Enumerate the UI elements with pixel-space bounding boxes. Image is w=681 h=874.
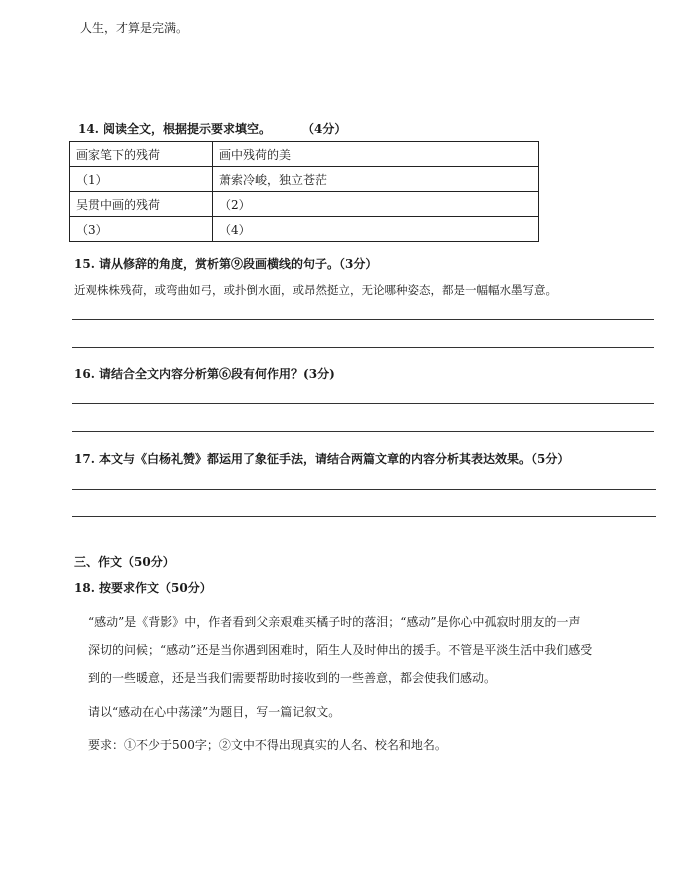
table-cell: （1）	[70, 167, 213, 192]
table-cell: 画家笔下的残荷	[70, 142, 213, 167]
q18-title: 18. 按要求作文（50分）	[74, 581, 212, 595]
answer-line	[72, 431, 654, 432]
table-cell: （2）	[213, 192, 539, 217]
intro-tail-text: 人生，才算是完满。	[80, 21, 189, 35]
table-cell: 萧索冷峻，独立苍茫	[213, 167, 539, 192]
table-row	[70, 142, 539, 167]
q18-prompt-line: 到的一些暖意，还是当我们需要帮助时接收到的一些善意，都会使我们感动。	[88, 671, 497, 685]
section3-title: 三、作文（50分）	[74, 555, 175, 569]
q18-topic: 请以“感动在心中荡漾”为题目，写一篇记叙文。	[88, 705, 341, 719]
q15-sentence: 近观株株残荷，或弯曲如弓，或扑倒水面，或昂然挺立，无论哪种姿态，都是一幅幅水墨写意。	[74, 283, 557, 297]
q18-prompt-line: 深切的问候；“感动”还是当你遇到困难时，陌生人及时伸出的援手。不管是平淡生活中我们感受	[88, 643, 593, 657]
table-cell: 画中残荷的美	[213, 142, 539, 167]
table-cell: （4）	[213, 217, 539, 242]
q14-score: （4分）	[302, 122, 347, 136]
table-cell: 吴贯中画的残荷	[70, 192, 213, 217]
q18-requirements: 要求：①不少于500字；②文中不得出现真实的人名、校名和地名。	[88, 738, 447, 752]
answer-line	[72, 489, 656, 490]
answer-line	[72, 347, 654, 348]
table-cell: （3）	[70, 217, 213, 242]
table-row	[70, 217, 539, 242]
answer-line	[72, 403, 654, 404]
q15-title: 15. 请从修辞的角度，赏析第⑨段画横线的句子。（3分）	[74, 257, 378, 271]
table-row	[70, 167, 539, 192]
q16-title: 16. 请结合全文内容分析第⑥段有何作用？(3分)	[74, 367, 335, 381]
q14-table	[69, 141, 539, 242]
q17-title: 17. 本文与《白杨礼赞》都运用了象征手法，请结合两篇文章的内容分析其表达效果。（5分）	[74, 452, 570, 466]
q18-prompt-line: “感动”是《背影》中，作者看到父亲艰难买橘子时的落泪；“感动”是你心中孤寂时朋友的一声	[88, 615, 581, 629]
answer-line	[72, 516, 656, 517]
q14-title: 14. 阅读全文，根据提示要求填空。	[78, 122, 272, 136]
answer-line	[72, 319, 654, 320]
table-row	[70, 192, 539, 217]
